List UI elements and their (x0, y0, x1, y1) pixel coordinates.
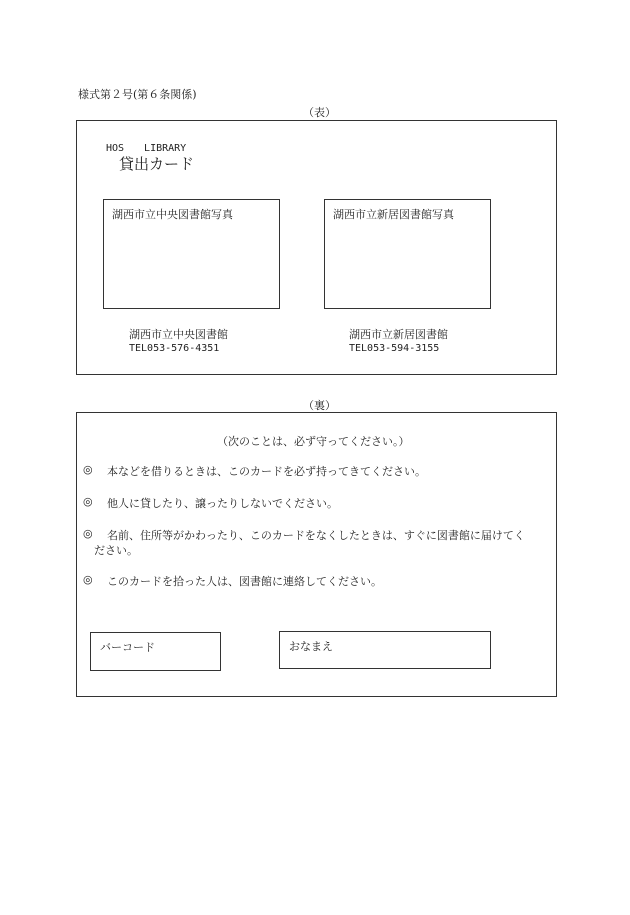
front-side-label: （表） (303, 106, 336, 119)
barcode-label: バーコード (100, 641, 155, 654)
rule-3-line1: 名前、住所等がかわったり、このカードをなくしたときは、すぐに図書館に届けてく (107, 529, 525, 542)
card-title: 貸出カード (119, 155, 195, 173)
name-field[interactable] (279, 631, 491, 669)
library-arai-name: 湖西市立新居図書館 (349, 328, 448, 341)
photo-placeholder-chuo (103, 199, 280, 309)
library-name-en: HOS LIBRARY (106, 143, 187, 154)
barcode-field[interactable] (90, 632, 221, 671)
photo-label-chuo: 湖西市立中央図書館写真 (112, 208, 233, 221)
rule-bullet: ◎ (83, 463, 93, 476)
library-chuo-tel: TEL053-576-4351 (129, 343, 220, 354)
library-arai-tel: TEL053-594-3155 (349, 343, 440, 354)
library-chuo-name: 湖西市立中央図書館 (129, 328, 228, 341)
rule-bullet: ◎ (83, 527, 93, 540)
card-front (76, 120, 557, 375)
form-title: 様式第２号(第６条関係) (78, 88, 197, 101)
rule-4: このカードを拾った人は、図書館に連絡してください。 (107, 575, 382, 588)
photo-placeholder-arai (324, 199, 491, 309)
back-side-label: （裏） (303, 399, 336, 412)
name-label: おなまえ (289, 640, 333, 653)
rule-1: 本などを借りるときは、このカードを必ず持ってきてください。 (107, 465, 426, 478)
rule-bullet: ◎ (83, 573, 93, 586)
card-back (76, 412, 557, 697)
rule-bullet: ◎ (83, 495, 93, 508)
notice-text: （次のことは、必ず守ってください。） (217, 435, 410, 448)
rule-2: 他人に貸したり、譲ったりしないでください。 (107, 497, 338, 510)
rule-3-line2: ださい。 (94, 544, 138, 557)
photo-label-arai: 湖西市立新居図書館写真 (333, 208, 454, 221)
